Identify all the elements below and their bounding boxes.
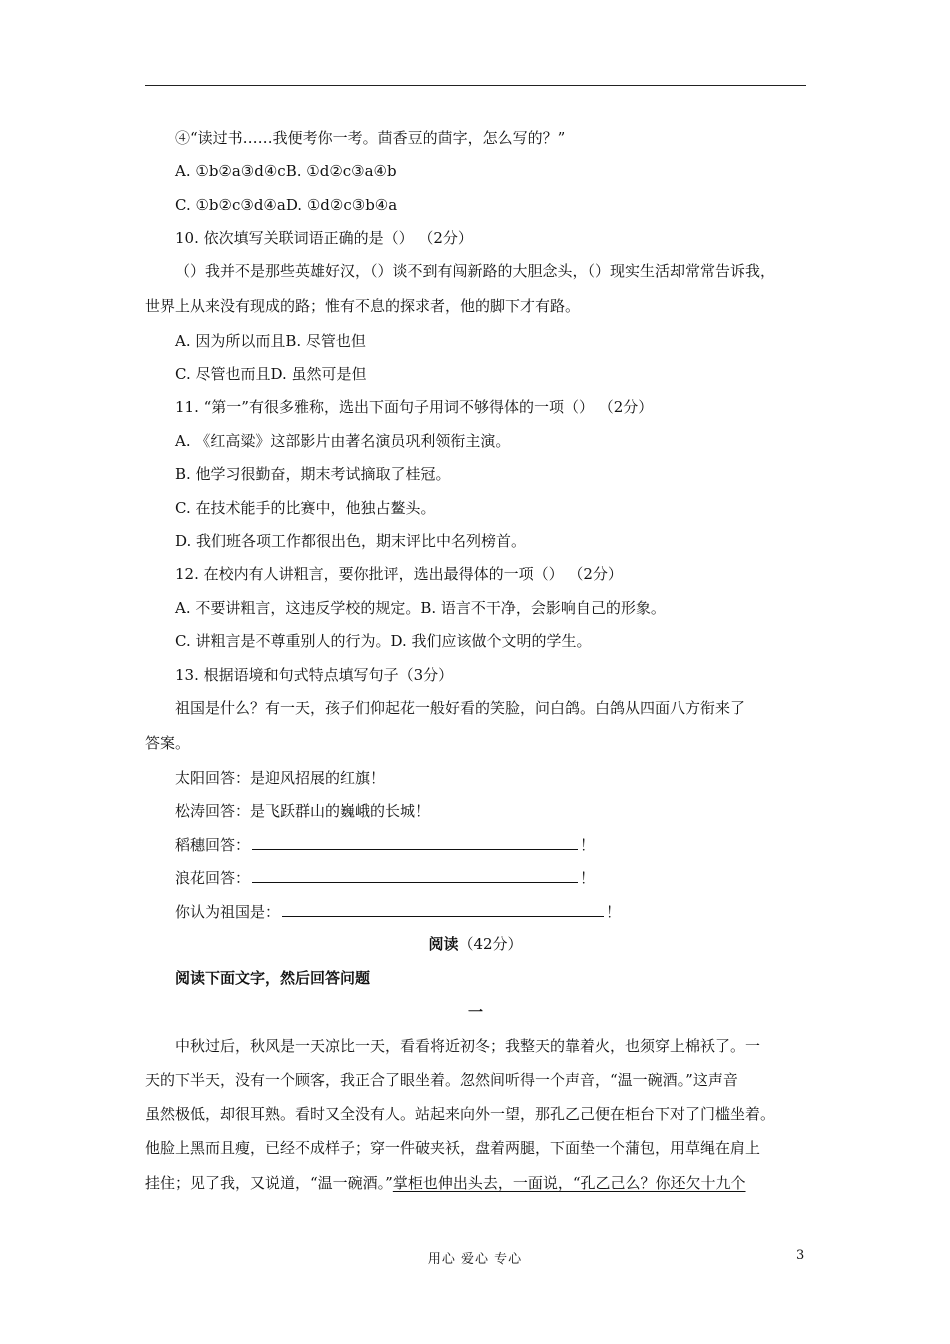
exclamation-mark: ！	[606, 903, 622, 921]
rice-answer-blank[interactable]	[252, 835, 578, 850]
reading-heading-score: （42分）	[458, 935, 523, 953]
passage-line-3: 虽然极低，却很耳熟。看时又全没有人。站起来向外一望，那孔乙己便在柜台下对了门槛坐着。	[145, 1105, 776, 1123]
passage-line-5-plain: 挂住；见了我，又说道，“温一碗酒。”	[145, 1174, 393, 1192]
question-11-option-a: A. 《红高粱》这部影片由著名演员巩利领衔主演。	[175, 432, 511, 450]
wave-answer-label: 浪花回答：	[175, 869, 251, 887]
question-9-choices-ab: A. ①b②a③d④cB. ①d②c③a④b	[175, 162, 397, 180]
passage-line-1: 中秋过后，秋风是一天凉比一天，看看将近初冬；我整天的靠着火，也须穿上棉袄了。一	[175, 1037, 761, 1055]
wave-answer-blank[interactable]	[252, 868, 578, 883]
question-13-pine-answer: 松涛回答：是飞跃群山的巍峨的长城！	[175, 802, 431, 820]
question-11-title: 11. “第一”有很多雅称，选出下面句子用词不够得体的一项（） （2分）	[175, 398, 654, 416]
reading-section-heading	[145, 934, 806, 954]
motherland-answer-blank[interactable]	[282, 902, 604, 917]
header-rule	[145, 85, 806, 86]
passage-line-4: 他脸上黑而且瘦，已经不成样子；穿一件破夹袄，盘着两腿，下面垫一个蒲包，用草绳在肩上	[145, 1139, 761, 1157]
question-13-motherland-row	[175, 902, 621, 922]
passage-number: 一	[467, 1003, 483, 1021]
passage-line-5	[145, 1173, 746, 1193]
question-12-choices-ab: A. 不要讲粗言，这违反学校的规定。B. 语言不干净，会影响自己的形象。	[175, 599, 666, 617]
passage-line-2: 天的下半天，没有一个顾客，我正合了眼坐着。忽然间听得一个声音，“温一碗酒。”这声音	[145, 1071, 738, 1089]
question-11-option-c: C. 在技术能手的比赛中，他独占鳌头。	[175, 499, 436, 517]
exclamation-mark: ！	[580, 836, 596, 854]
question-13-passage-2: 答案。	[145, 734, 191, 752]
footer-motto: 用心 爱心 专心	[427, 1252, 523, 1267]
reading-heading-text: 阅读	[428, 935, 459, 953]
reading-instruction: 阅读下面文字，然后回答问题	[175, 969, 371, 987]
question-13-wave-row	[175, 868, 595, 888]
question-13-rice-row	[175, 835, 595, 855]
motherland-answer-label: 你认为祖国是：	[175, 903, 281, 921]
question-13-title: 13. 根据语境和句式特点填写句子（3分）	[175, 666, 454, 684]
rice-answer-label: 稻穗回答：	[175, 836, 251, 854]
question-11-option-d: D. 我们班各项工作都很出色，期末评比中名列榜首。	[175, 532, 527, 550]
question-11-option-b: B. 他学习很勤奋，期末考试摘取了桂冠。	[175, 465, 451, 483]
question-10-choices-ab: A. 因为所以而且B. 尽管也但	[175, 332, 366, 350]
page-footer	[0, 1248, 950, 1268]
question-9-choices-cd: C. ①b②c③d④aD. ①d②c③b④a	[175, 196, 398, 214]
question-10-passage-2: 世界上从来没有现成的路；惟有不息的探求者，他的脚下才有路。	[145, 297, 581, 315]
question-10-choices-cd: C. 尽管也而且D. 虽然可是但	[175, 365, 367, 383]
passage-line-5-underlined: 掌柜也伸出头去，一面说，“孔乙己么？你还欠十九个	[392, 1174, 746, 1192]
exclamation-mark: ！	[580, 869, 596, 887]
question-10-title: 10. 依次填写关联词语正确的是（） （2分）	[175, 229, 473, 247]
question-13-sun-answer: 太阳回答：是迎风招展的红旗！	[175, 769, 386, 787]
question-13-passage-1: 祖国是什么？有一天，孩子们仰起花一般好看的笑脸，问白鸽。白鸽从四面八方衔来了	[175, 699, 746, 717]
question-9-option-4: ④“读过书……我便考你一考。茴香豆的茴字，怎么写的？”	[175, 129, 566, 147]
question-12-title: 12. 在校内有人讲粗言，要你批评，选出最得体的一项（） （2分）	[175, 565, 623, 583]
page-number: 3	[796, 1248, 805, 1263]
question-12-choices-cd: C. 讲粗言是不尊重别人的行为。D. 我们应该做个文明的学生。	[175, 632, 592, 650]
question-10-passage-1: （）我并不是那些英雄好汉，（）谈不到有闯新路的大胆念头，（）现实生活却常常告诉我，	[175, 262, 776, 280]
